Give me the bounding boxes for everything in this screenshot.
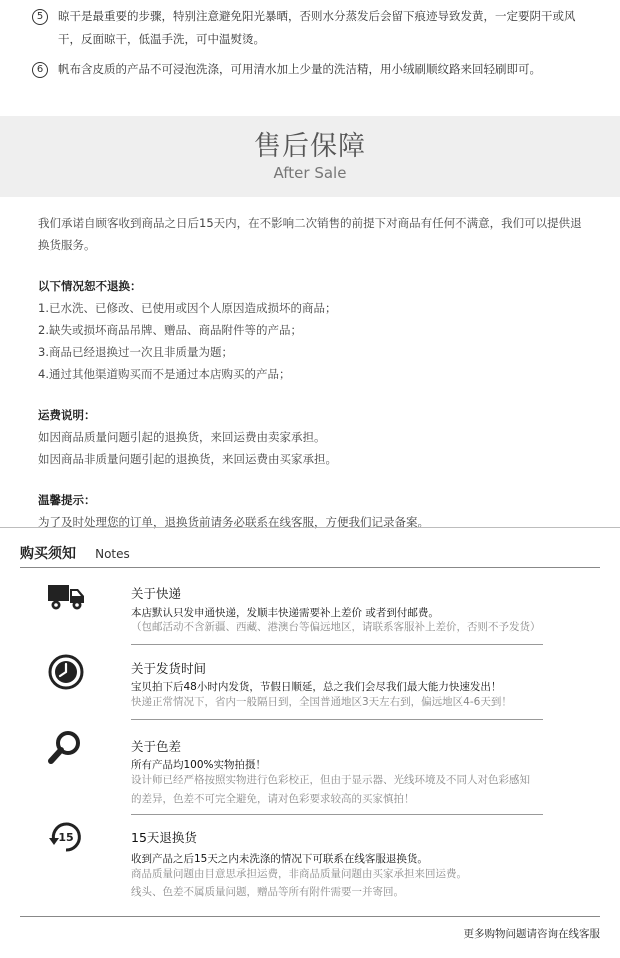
after-sale-title: 售后保障 [254,131,366,162]
no-return-item: 4.通过其他渠道购买而不是通过本店购买的产品； [38,367,291,381]
notes-item-title: 15天退换货 [131,830,197,845]
notes-item-detail: 设计师已经严格按照实物进行色彩校正，但由于显示器、光线环境及不同人对色彩感知 [131,774,530,786]
care-item-text: 晾干是最重要的步骤，特别注意避免阳光暴晒，否则水分蒸发后会留下痕迹导致发黄，一定要阴干或风干，反面晾干，低温手洗，可中温熨烫。 [58,9,576,46]
truck-icon [46,576,86,616]
notes-title-cn: 购买须知 [20,546,76,562]
notes-item-title: 关于色差 [131,739,182,754]
notes-item-detail: 线头、色差不属质量问题，赠品等所有附件需要一并寄回。 [131,886,404,898]
shipping-heading: 运费说明： [38,408,96,422]
notes-item-highlight: 所有产品均100%实物拍摄！ [131,759,267,771]
notes-item-title: 关于快递 [131,586,182,601]
notes-item-title: 关于发货时间 [131,661,207,676]
care-instructions [0,0,620,116]
notes-item-detail: 的差异，色差不可完全避免，请对色彩要求较高的买家慎拍！ [131,793,415,805]
care-item [32,58,592,81]
care-item [32,5,592,51]
notes-item-divider [131,719,543,720]
section-divider [0,527,620,528]
notes-item-highlight: 宝贝拍下后48小时内发货，节假日顺延，总之我们会尽我们最大能力快速发出！ [131,681,502,693]
notes-item-detail: （包邮活动不含新疆、西藏、港澳台等偏远地区，请联系客服补上差价，否则不予发货） [131,621,541,633]
circled-number: 5 [32,9,48,25]
after-sale-banner [0,116,620,197]
care-item-text: 帆布含皮质的产品不可浸泡洗涤，可用清水加上少量的洗洁精，用小绒刷顺纹路来回轻刷即可。 [58,62,541,76]
clock-icon [46,652,86,692]
shipping-item: 如因商品非质量问题引起的退换货，来回运费由买家承担。 [38,452,337,466]
magnifier-icon [46,728,86,768]
footer-contact-text: 更多购物问题请咨询在线客服 [463,928,600,940]
return-15-icon [46,817,86,857]
notes-title-en: Notes [95,547,130,561]
notes-section [0,527,620,562]
notes-item-detail: 快递正常情况下，省内一般隔日到，全国普通地区3天左右到，偏远地区4-6天到！ [131,696,512,708]
after-sale-intro: 我们承诺自顾客收到商品之日后15天内，在不影响二次销售的前提下对商品有任何不满意，我们可以提供退换货服务。 [38,216,582,252]
tips-heading: 温馨提示： [38,493,96,507]
shipping-item: 如因商品质量问题引起的退换货，来回运费由卖家承担。 [38,430,326,444]
notes-divider [20,567,600,568]
circled-number: 6 [32,62,48,78]
no-return-item: 3.商品已经退换过一次且非质量为题； [38,345,233,359]
notes-item-detail: 商品质量问题由目意思承担运费，非商品质量问题由买家承担来回运费。 [131,868,467,880]
tips-text: 为了及时处理您的订单，退换货前请务必联系在线客服，方便我们记录备案。 [38,515,429,529]
notes-item-highlight: 收到产品之后15天之内未洗涤的情况下可联系在线客服退换货。 [131,853,428,865]
notes-item-highlight: 本店默认只发申通快递，发顺丰快递需要补上差价 或者到付邮费。 [131,607,439,619]
notes-item-divider [131,814,543,815]
no-return-item: 1.已水洗、已修改、已使用或因个人原因造成损坏的商品； [38,301,337,315]
svg-text:15: 15 [58,831,74,844]
no-return-item: 2.缺失或损坏商品吊牌、赠品、商品附件等的产品； [38,323,302,337]
footer-divider [20,916,600,917]
no-return-heading: 以下情况恕不退换： [38,279,142,293]
after-sale-subtitle: After Sale [273,164,347,182]
after-sale-content [38,212,588,533]
notes-item-divider [131,644,543,645]
notes-title [20,543,130,563]
